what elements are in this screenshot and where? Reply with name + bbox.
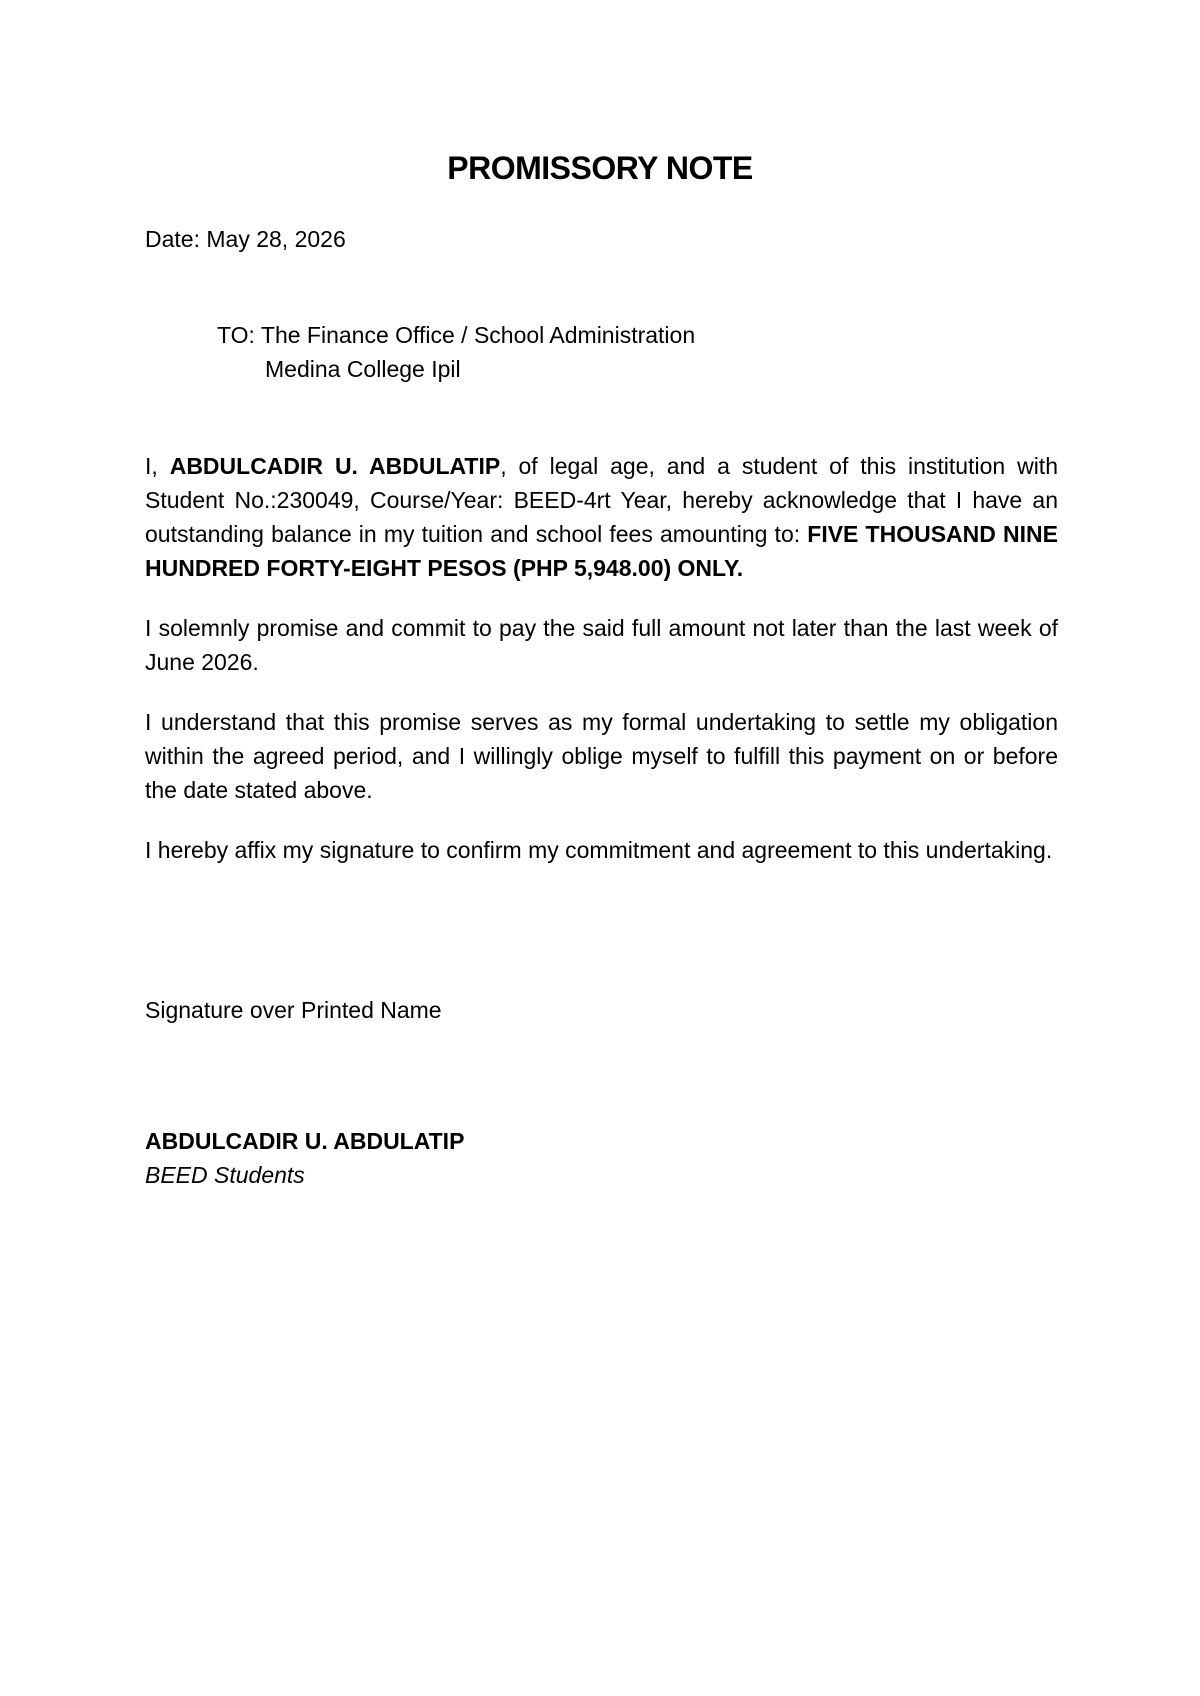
signatory-name: ABDULCADIR U. ABDULATIP xyxy=(145,1128,465,1154)
paragraph-intro: I, xyxy=(145,453,170,479)
paragraph-affirmation: I hereby affix my signature to confirm my commitment and agreement to this undertaking. xyxy=(145,837,1053,863)
addressee-line-2: Medina College Ipil xyxy=(265,356,461,382)
student-name-inline: ABDULCADIR U. ABDULATIP xyxy=(169,453,501,479)
signatory-role: BEED Students xyxy=(145,1162,305,1188)
signature-label: Signature over Printed Name xyxy=(145,997,442,1023)
amount-in-words: FIVE THOUSAND NINE HUNDRED FORTY-EIGHT PESOS (PHP 5,948.00) ONLY. xyxy=(145,521,1058,581)
paragraph-promise: I solemnly promise and commit to pay the said full amount not later than the last week of June 2026. xyxy=(145,615,1058,675)
body-paragraphs xyxy=(145,449,1058,893)
date-line: Date: May 28, 2026 xyxy=(145,226,346,252)
paragraph-acknowledgement-text: , of legal age, and a student of this institution with Student No.:230049, Course/Year: BEED-4rt Year, hereby acknowledge that I have an outstanding balance in my tuition and school fees amounting to: xyxy=(145,453,1058,547)
addressee-block xyxy=(217,318,695,386)
document-title: PROMISSORY NOTE xyxy=(447,150,753,186)
paragraph-acknowledgement xyxy=(145,449,1058,585)
addressee-line-1: TO: The Finance Office / School Administration xyxy=(217,322,696,348)
paragraph-undertaking: I understand that this promise serves as my formal undertaking to settle my obligation within the agreed period, and I willingly oblige myself to fulfill this payment on or before the date stated above. xyxy=(145,709,1058,803)
